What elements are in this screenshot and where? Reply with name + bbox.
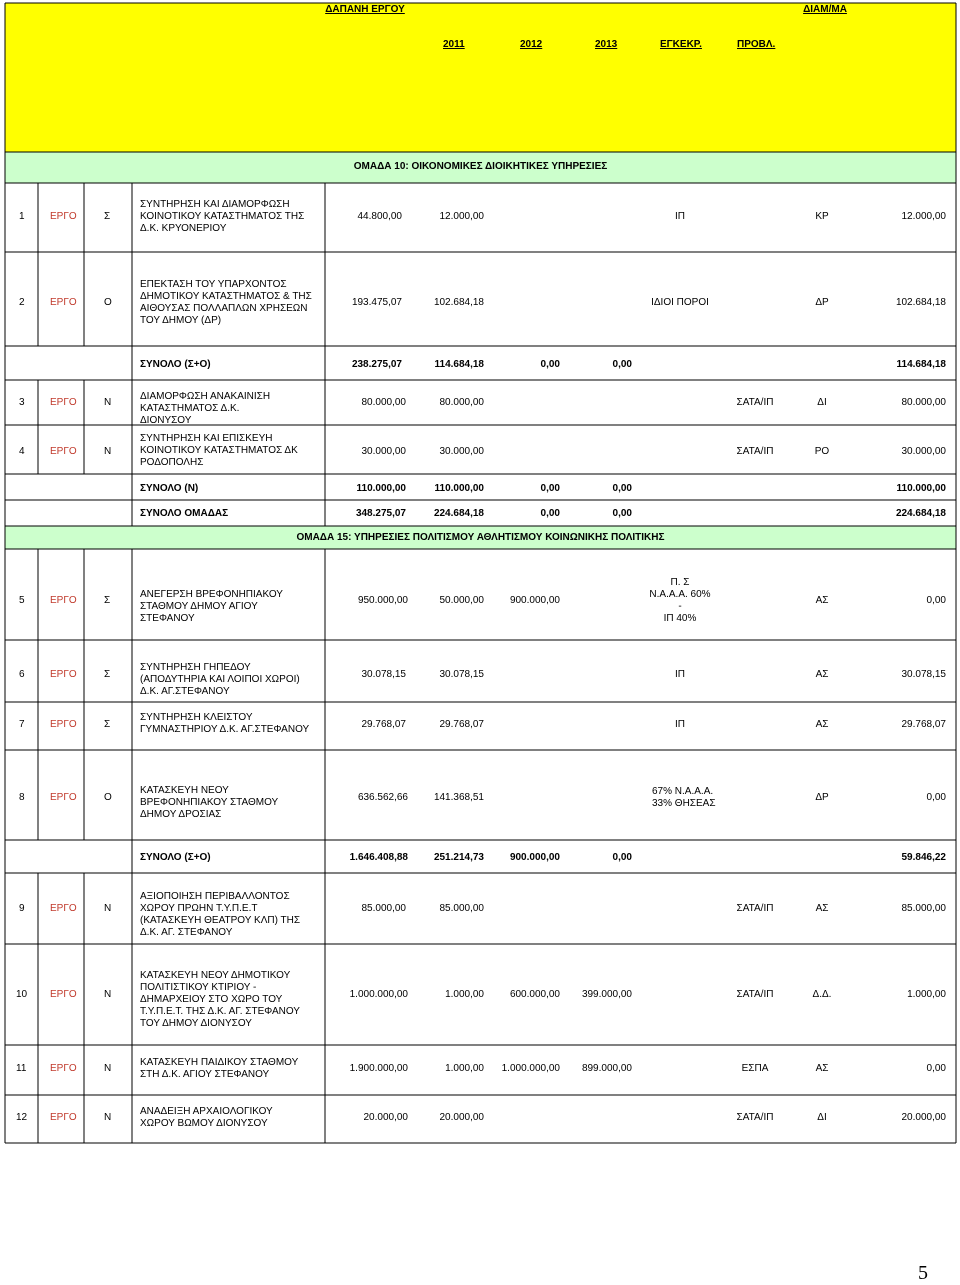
row-category: Ν (104, 1063, 112, 1074)
header-col-planned: ΠΡΟΒΛ. (737, 39, 776, 50)
total-2013: 0,00 (612, 483, 632, 494)
header-col-approved: ΕΓΚΕΚΡ. (660, 39, 702, 50)
row-location: ΑΣ (815, 719, 829, 730)
row-category: Σ (104, 595, 111, 606)
row-number: 11 (16, 1063, 27, 1074)
row-source: ΙΠ (675, 669, 685, 680)
row-last: 30.000,00 (901, 446, 946, 457)
row-location: ΔΡ (815, 792, 829, 803)
row-description: ΣΥΝΤΗΡΗΣΗ ΚΑΙ ΔΙΑΜΟΡΦΩΣΗ ΚΟΙΝΟΤΙΚΟΥ ΚΑΤΑΣΤΗΜΑΤΟΣ ΤΗΣ Δ.Κ. ΚΡΥΟΝΕΡΙΟΥ (140, 199, 305, 234)
row-location: ΔΙ (817, 1112, 827, 1123)
row-last: 0,00 (926, 595, 946, 606)
total-value: 348.275,07 (355, 508, 406, 519)
row-category: Ν (104, 446, 112, 457)
row-kind: ΕΡΓΟ (50, 595, 77, 606)
total-2012: 0,00 (540, 508, 560, 519)
row-location: ΑΣ (815, 669, 829, 680)
row-total: 193.475,07 (351, 297, 402, 308)
row-total: 1.000.000,00 (349, 989, 408, 1000)
row-last: 20.000,00 (901, 1112, 946, 1123)
total-label: ΣΥΝΟΛΟ (Σ+Ο) (140, 852, 211, 863)
row-number: 7 (19, 719, 25, 730)
row-number: 8 (19, 792, 25, 803)
row-number: 4 (19, 446, 25, 457)
row-source-line: ΙΠ 40% (663, 613, 697, 624)
row-number: 10 (16, 989, 28, 1000)
header-title: ΔΑΠΑΝΗ ΕΡΓΟΥ (325, 4, 405, 15)
row-last: 85.000,00 (901, 903, 946, 914)
total-2011: 251.214,73 (433, 852, 484, 863)
row-source: ΣΑΤΑ/ΙΠ (736, 397, 774, 408)
row-description: ΣΥΝΤΗΡΗΣΗ ΚΛΕΙΣΤΟΥ ΓΥΜΝΑΣΤΗΡΙΟΥ Δ.Κ. ΑΓ.ΣΤΕΦΑΝΟΥ (140, 712, 310, 735)
row-2011: 1.000,00 (445, 989, 484, 1000)
header-col-2011: 2011 (443, 39, 465, 50)
row-description: ΔΙΑΜΟΡΦΩΣΗ ΑΝΑΚΑΙΝΙΣΗ ΚΑΤΑΣΤΗΜΑΤΟΣ Δ.Κ. ΔΙΟΝΥΣΟΥ (140, 391, 271, 426)
row-source: ΣΑΤΑ/ΙΠ (736, 1112, 774, 1123)
row-location: ΡΟ (814, 446, 830, 457)
row-number: 1 (19, 211, 25, 222)
row-category: Σ (104, 669, 111, 680)
total-2011: 110.000,00 (434, 483, 484, 494)
group-title: ΟΜΑΔΑ 15: ΥΠΗΡΕΣΙΕΣ ΠΟΛΙΤΙΣΜΟΥ ΑΘΛΗΤΙΣΜΟΥ ΚΟΙΝΩΝΙΚΗΣ ΠΟΛΙΤΙΚΗΣ (296, 532, 665, 543)
total-2013: 0,00 (612, 508, 632, 519)
row-kind: ΕΡΓΟ (50, 669, 77, 680)
row-number: 5 (19, 595, 25, 606)
row-source: ΙΠ (675, 719, 685, 730)
row-location: ΚΡ (815, 211, 829, 222)
row-last: 0,00 (926, 792, 946, 803)
page-number: 5 (918, 1262, 928, 1284)
row-category: Ν (104, 397, 112, 408)
row-last: 80.000,00 (901, 397, 946, 408)
row-source: ΣΑΤΑ/ΙΠ (736, 989, 774, 1000)
total-value: 1.646.408,88 (349, 852, 408, 863)
total-2012: 0,00 (540, 359, 560, 370)
row-total: 20.000,00 (363, 1112, 408, 1123)
row-source: ΕΣΠΑ (741, 1063, 769, 1074)
row-2011: 29.768,07 (439, 719, 484, 730)
total-value: 110.000,00 (356, 483, 406, 494)
total-2012: 0,00 (540, 483, 560, 494)
header-col-2013: 2013 (595, 39, 618, 50)
row-2013: 399.000,00 (581, 989, 632, 1000)
row-2011: 20.000,00 (439, 1112, 484, 1123)
total-2013: 0,00 (612, 359, 632, 370)
row-source: ΙΠ (675, 211, 685, 222)
total-last: 59.846,22 (901, 852, 946, 863)
total-label: ΣΥΝΟΛΟ (Σ+Ο) (140, 359, 211, 370)
row-number: 3 (19, 397, 25, 408)
row-location: ΔΡ (815, 297, 829, 308)
row-source-line: Ν.Α.Α.Α. 60% (649, 589, 711, 600)
row-number: 6 (19, 669, 25, 680)
group-title: ΟΜΑΔΑ 10: ΟΙΚΟΝΟΜΙΚΕΣ ΔΙΟΙΚΗΤΙΚΕΣ ΥΠΗΡΕΣΙΕΣ (353, 161, 608, 172)
row-category: Ν (104, 1112, 112, 1123)
row-description: ΕΠΕΚΤΑΣΗ ΤΟΥ ΥΠΑΡΧΟΝΤΟΣ ΔΗΜΟΤΙΚΟΥ ΚΑΤΑΣΤΗΜΑΤΟΣ & ΤΗΣ ΑΙΘΟΥΣΑΣ ΠΟΛΛΑΠΛΩΝ ΧΡΗΣΕΩΝ ΤΟΥ ΔΗΜΟΥ (ΔΡ) (140, 279, 312, 326)
row-2011: 1.000,00 (445, 1063, 484, 1074)
total-label: ΣΥΝΟΛΟ ΟΜΑΔΑΣ (140, 508, 229, 519)
total-2012: 900.000,00 (509, 852, 560, 863)
row-2011: 30.078,15 (439, 669, 484, 680)
row-last: 102.684,18 (895, 297, 946, 308)
header-col-2012: 2012 (520, 39, 543, 50)
row-source: ΣΑΤΑ/ΙΠ (736, 446, 774, 457)
row-kind: ΕΡΓΟ (50, 211, 77, 222)
row-total: 950.000,00 (357, 595, 408, 606)
row-total: 636.562,66 (357, 792, 408, 803)
row-2011: 141.368,51 (433, 792, 484, 803)
total-last: 114.684,18 (896, 359, 946, 370)
row-description: ΣΥΝΤΗΡΗΣΗ ΚΑΙ ΕΠΙΣΚΕΥΗ ΚΟΙΝΟΤΙΚΟΥ ΚΑΤΑΣΤΗΜΑΤΟΣ ΔΚ ΡΟΔΟΠΟΛΗΣ (140, 433, 298, 468)
row-source-line: 33% ΘΗΣΕΑΣ (652, 798, 716, 809)
row-2012: 600.000,00 (509, 989, 560, 1000)
row-total: 44.800,00 (357, 211, 402, 222)
row-number: 9 (19, 903, 25, 914)
row-description: ΑΝΕΓΕΡΣΗ ΒΡΕΦΟΝΗΠΙΑΚΟΥ ΣΤΑΘΜΟΥ ΔΗΜΟΥ ΑΓΙΟΥ ΣΤΕΦΑΝΟΥ (140, 589, 283, 624)
row-last: 12.000,00 (901, 211, 946, 222)
row-2011: 12.000,00 (439, 211, 484, 222)
row-last: 0,00 (926, 1063, 946, 1074)
row-category: Ο (104, 297, 112, 308)
total-last: 224.684,18 (895, 508, 946, 519)
row-2013: 899.000,00 (581, 1063, 632, 1074)
row-source: ΣΑΤΑ/ΙΠ (736, 903, 774, 914)
row-kind: ΕΡΓΟ (50, 297, 77, 308)
row-category: Ν (104, 989, 112, 1000)
row-2011: 85.000,00 (439, 903, 484, 914)
row-kind: ΕΡΓΟ (50, 446, 77, 457)
row-source-line: Π. Σ (670, 577, 690, 588)
row-kind: ΕΡΓΟ (50, 1063, 77, 1074)
row-kind: ΕΡΓΟ (50, 719, 77, 730)
row-location: Δ.Δ. (812, 989, 832, 1000)
row-last: 29.768,07 (901, 719, 946, 730)
row-2011: 102.684,18 (433, 297, 484, 308)
row-source-line: 67% Ν.Α.Α.Α. (652, 786, 714, 797)
row-category: Ο (104, 792, 112, 803)
row-total: 30.000,00 (361, 446, 406, 457)
row-total: 30.078,15 (361, 669, 406, 680)
row-2012: 1.000.000,00 (501, 1063, 560, 1074)
row-kind: ΕΡΓΟ (50, 792, 77, 803)
row-description: ΚΑΤΑΣΚΕΥΗ ΝΕΟΥ ΔΗΜΟΤΙΚΟΥ ΠΟΛΙΤΙΣΤΙΚΟΥ ΚΤΙΡΙΟΥ - ΔΗΜΑΡΧΕΙΟΥ ΣΤΟ ΧΩΡΟ ΤΟΥ Τ.Υ.Π.Ε.Τ. ΤΗΣ Δ.Κ. ΑΓ. ΣΤΕΦΑΝΟΥ ΤΟΥ ΔΗΜΟΥ ΔΙΟΝΥΣΟΥ (140, 970, 300, 1029)
row-number: 12 (16, 1112, 28, 1123)
total-value: 238.275,07 (351, 359, 402, 370)
row-description: ΣΥΝΤΗΡΗΣΗ ΓΗΠΕΔΟΥ (ΑΠΟΔΥΤΗΡΙΑ ΚΑΙ ΛΟΙΠΟΙ ΧΩΡΟΙ) Δ.Κ. ΑΓ.ΣΤΕΦΑΝΟΥ (140, 662, 300, 697)
row-location: ΑΣ (815, 903, 829, 914)
row-2011: 50.000,00 (439, 595, 484, 606)
row-description: ΚΑΤΑΣΚΕΥΗ ΠΑΙΔΙΚΟΥ ΣΤΑΘΜΟΥ ΣΤΗ Δ.Κ. ΑΓΙΟΥ ΣΤΕΦΑΝΟΥ (140, 1057, 299, 1080)
row-source-line: - (678, 601, 682, 612)
row-2011: 80.000,00 (439, 397, 484, 408)
row-description: ΚΑΤΑΣΚΕΥΗ ΝΕΟΥ ΒΡΕΦΟΝΗΠΙΑΚΟΥ ΣΤΑΘΜΟΥ ΔΗΜΟΥ ΔΡΟΣΙΑΣ (140, 785, 279, 820)
row-category: Ν (104, 903, 112, 914)
row-last: 30.078,15 (901, 669, 946, 680)
row-source: ΙΔΙΟΙ ΠΟΡΟΙ (651, 297, 709, 308)
row-kind: ΕΡΓΟ (50, 397, 77, 408)
total-2013: 0,00 (612, 852, 632, 863)
total-last: 110.000,00 (896, 483, 946, 494)
row-location: ΑΣ (815, 595, 829, 606)
row-total: 29.768,07 (361, 719, 406, 730)
row-total: 1.900.000,00 (349, 1063, 408, 1074)
row-2011: 30.000,00 (439, 446, 484, 457)
row-2012: 900.000,00 (509, 595, 560, 606)
row-category: Σ (104, 211, 111, 222)
total-2011: 224.684,18 (433, 508, 484, 519)
row-description: ΑΝΑΔΕΙΞΗ ΑΡΧΑΙΟΛΟΓΙΚΟΥ ΧΩΡΟΥ ΒΩΜΟΥ ΔΙΟΝΥΣΟΥ (140, 1106, 273, 1129)
row-kind: ΕΡΓΟ (50, 1112, 77, 1123)
total-label: ΣΥΝΟΛΟ (Ν) (140, 483, 199, 494)
header-diam: ΔΙΑΜ/ΜΑ (803, 4, 847, 15)
total-2011: 114.684,18 (434, 359, 484, 370)
row-number: 2 (19, 297, 25, 308)
row-last: 1.000,00 (907, 989, 946, 1000)
row-description: ΑΞΙΟΠΟΙΗΣΗ ΠΕΡΙΒΑΛΛΟΝΤΟΣ ΧΩΡΟΥ ΠΡΩΗΝ Τ.Υ.Π.Ε.Τ (ΚΑΤΑΣΚΕΥΗ ΘΕΑΤΡΟΥ ΚΛΠ) ΤΗΣ Δ.Κ. ΑΓ. ΣΤΕΦΑΝΟΥ (140, 891, 301, 938)
row-kind: ΕΡΓΟ (50, 989, 77, 1000)
row-category: Σ (104, 719, 111, 730)
row-total: 85.000,00 (361, 903, 406, 914)
row-total: 80.000,00 (361, 397, 406, 408)
row-location: ΑΣ (815, 1063, 829, 1074)
row-kind: ΕΡΓΟ (50, 903, 77, 914)
row-location: ΔΙ (817, 397, 827, 408)
